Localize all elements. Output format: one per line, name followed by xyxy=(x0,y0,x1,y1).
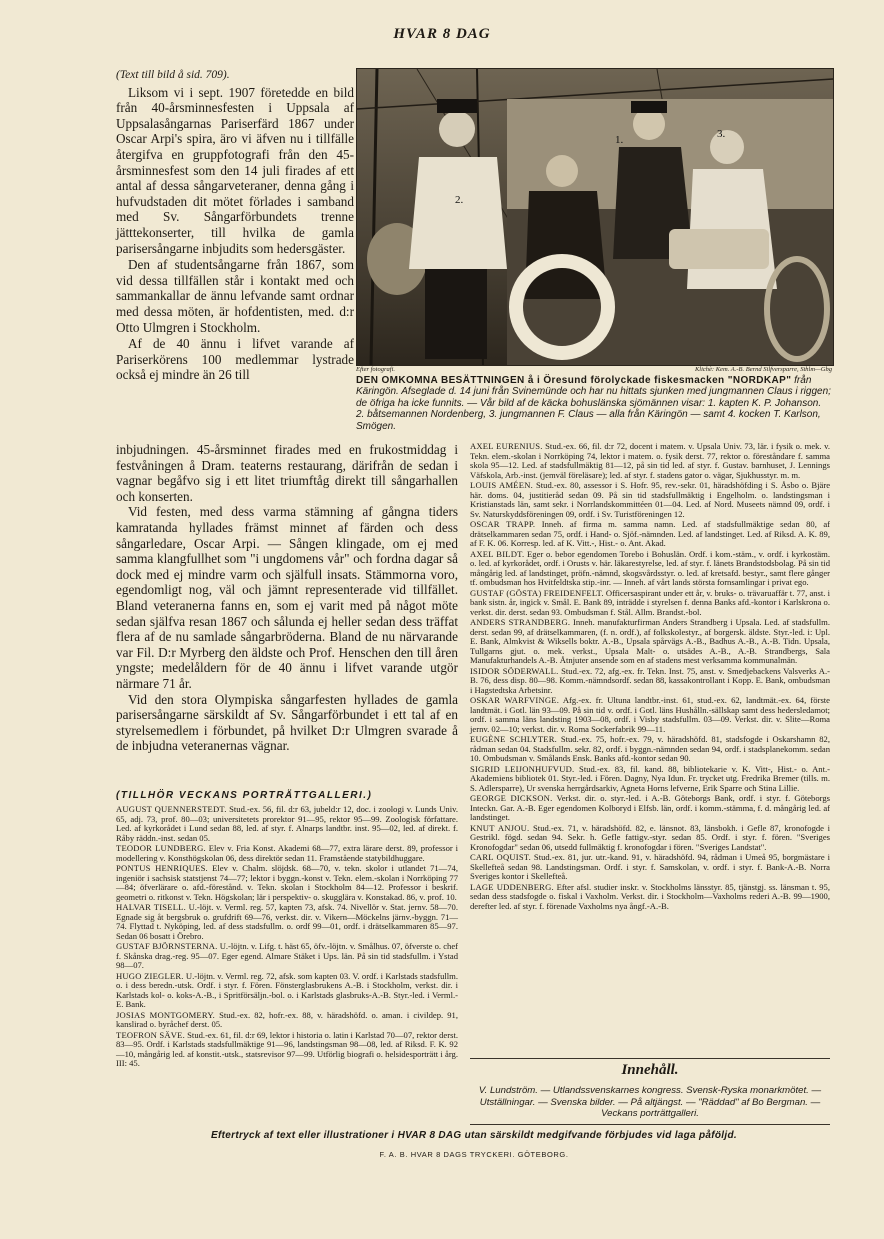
bio-text: Stud.-ex. 66, fil. d:r 72, docent i matem. v. Upsala Univ. 73, lär. i fysik o. mek. v. Tekn. elem.-skolan i Norrköping 74, lektor i matem. o. fysik derst. 77, rektor o. föreståndare f. samma skola 95—12. Led. af stadsfullmäktig 81—12, på sin tid led. af styr. f. Gustav. barnhuset, J. Lennings Väfskola, Arb.-inst. (jemväl föreläsare); led. af styr. f. stadens gator o. vägar, Sjukhusstyr. m. m. xyxy=(470,441,831,480)
bio-text: Stud.-ex. 75, hofr.-ex. 79, v. häradshöfd. 81, stadsfogde i Oskarshamn 82, rådman sedan 04. Stadsfullm. sekr. 82, ordf. i byggn.-nämnden sedan 94, ordf. i stadsplanekomm. sedan 10. Ombudsman v. Smålands Ensk. Banks afd.-kontor sedan 90. xyxy=(470,734,830,763)
bio-name: HUGO ZIEGLER. xyxy=(116,970,184,981)
article-left-column xyxy=(116,68,354,384)
photo-illustration xyxy=(357,69,833,365)
bio-name: JOSIAS MONTGOMERY. xyxy=(116,1009,215,1020)
photo-caption xyxy=(356,375,832,432)
bio-entry xyxy=(470,589,830,618)
bio-text: Efter afsl. studier inskr. v. Stockholms länsstyr. 85, tjänstgj. ss. länsman t. 95, sedan dess stadsfogde o. fiskal i Vaxholm. Verkst. dir. i Stockholm—Vaxholms rederi A.-B. 99—1900, derefter led. af styr. f. förenade Vaxholms nya ångf.-A.-B. xyxy=(470,881,831,911)
bio-name: SIGRID LEIJONHUFVUD. xyxy=(470,763,575,774)
divider xyxy=(470,1124,830,1125)
bio-text: U.-löjt. v. Verml. reg. 57, kapten 73, afsk. 74. Nivellör v. Stat. jernv. 58—70. Egnade sig åt bergsbruk o. grufdrift 69—76, verkst. dir. v. Vikern—Möckelns järnv.-byggn. 71—74. Flyttad t. Nyköping, led. af dess stadsfullm. o. ordf 99—01, ordf. i drätselkammaren 85—97. Sedan 06 bosatt i Örebro. xyxy=(116,902,459,941)
bio-text: Elev v. Chalm. slöjdsk. 68—70, v. tekn. skolor i utlandet 71—74, ingeniör i sachsisk statstjenst 74—77; lektor i byggn.-konst v. Tekn. elem.-skolan i Norrköping 77—84; öfverlärare o. afd.-förestånd. v. Tekn. skolan i Stockholm 84—12. Professor i beskrif. geometri o. ritkonst v. Tekn. Högskolan; lär i perspektiv- o. skugglära v. Konstakad. 86, v. prof. 10. xyxy=(116,863,459,902)
bio-entry xyxy=(116,1031,458,1069)
bio-text: Afg.-ex. fr. Ultuna landtbr.-inst. 61, stud.-ex. 62, landtmät.-ex. 64, förste landtmät. i Gotl. län 93—09. På sin tid v. ordf. i Gotl. läns Hushålln.-sällskap samt dess hedersledamot; ordf. i samma läns landsting 1903—08, ordf. i Visby stadsfullm. 03—09. Verkst. dir. v. Slite—Roma jernv. 02—10; verkst. dir. v. Roma Sockerfabrik 99—11. xyxy=(470,695,830,734)
bio-name: OSCAR TRAPP. xyxy=(470,519,536,529)
photo-label-2: 2. xyxy=(455,194,464,206)
bio-name: OSKAR WARFVINGE. xyxy=(470,695,560,705)
bio-name: ISIDOR SÖDERWALL. xyxy=(470,665,559,676)
article-paragraph: Liksom vi i sept. 1907 företedde en bild från 40-årsminnesfesten i Uppsala af Uppsalasångarnas Pariserfärd 1867 under Oscar Arpi's spira, äro vi äfven nu i tillfälle återgifva en gruppfotografi från den 45-årsminnesfest som den 14 juli firades af ett antal af dessa sångarveteraner, denna gång i hufvudstaden dit mötet förlades i samband med Sv. Sångarförbundets trenne jätttekonserter, till hvilka de gamla parisersångarne inbjudits som hedersgäster. xyxy=(116,84,354,256)
photo-credits xyxy=(356,366,832,373)
bio-entry xyxy=(116,972,458,1010)
bio-entry xyxy=(116,942,458,971)
contents-body: V. Lundström. — Utlandssvenskarnes kongress. Svensk-Ryska monarkmötet. — Utställningar. — Svenska bilder. — På altjängst. — "Räddad" af Bo Bergman. — Veckans porträttgalleri. xyxy=(478,1085,822,1119)
bio-entry xyxy=(470,883,830,912)
bio-name: PONTUS HENRIQUES. xyxy=(116,863,208,873)
bio-text: Stud.-ex. 82, hofr.-ex. 88, v. häradshöfd. o. aman. i civildep. 91, kanslirad o. byråchef derst. 05. xyxy=(116,1009,458,1029)
bio-name: TEODOR LUNDBERG. xyxy=(116,843,206,853)
bio-text: Stud.-ex. 61, fil. d:r 69, lektor i historia o. latin i Karlstad 70—07, rektor derst. 83—95. Ordf. i Karlstads stadsfullmäktige 91—96, landstingsman 98—08, led. af Riksd. F. K. 92—10, mångårig led. af konstit.-utsk., statsrevisor 97—99. Utförlig biografi o. helsidesporträtt i årg. III: 45. xyxy=(116,1029,458,1068)
bio-entry xyxy=(470,520,830,549)
bio-text: Stud.-ex. 80, assessor i S. Hofr. 95, rev.-sekr. 01, häradshöfding i S. Åsbo o. Bjäre här. doms. 04, justitieråd sedan 09. På sin tid stadsfullmäktig i Engelholm. o. landstingsman i Kristianstads län, samt sekr. i Norrlandskommittéen 01—04. Led. af Nord. Museets nämnd 09, ordf. i Sv. Naturskyddsföreningen 09, ordf. i Sv. Turistföreningen 12. xyxy=(470,480,831,519)
bio-text: Inneh. manufakturfirman Anders Strandberg i Upsala. Led. af stadsfullm. derst. sedan 99, af drätselkammaren, (f. n. ordf.), af folkskolestyr., af borgersk. äldste. Styr.-led. i: Upl. E. Bank, Almkvist & Wiksells boktr. A.-B., Upsala spårvägs A.-B., Badhus A.-B., A.-B. Tidn. Upsala, Tullgarns gjut. o. mek. verkst., Upsala Malt- o. utsädes A.-B., A.-B. Strandbergs, Sala Manufakturhandels A.-B. Åtnjuter ansende som en af stadens mest verksamma kommunalmän. xyxy=(470,617,830,665)
bio-entry xyxy=(470,765,830,794)
bio-text: Inneh. af firma m. samma namn. Led. af stadsfullmäktige sedan 80, af drätselkammaren sedan 75, ordf. i Hand- o. Sjöf.-nämnden. Led. af landstinget. Led. af Riksd. A. K. 89, af F. K. 06. Korresp. led. af K. Vitt.-, Hist.- o. Ant. Akad. xyxy=(470,519,830,548)
bio-entry xyxy=(470,794,830,823)
gallery-title: (TILLHÖR VECKANS PORTRÄTTGALLERI.) xyxy=(116,790,373,801)
bio-text: U.-löjtn. v. Verml. reg. 72, afsk. som kapten 03. V. ordf. i Karlstads stadsfullm. o. i dess beredn.-utsk. Ordf. i styr. f. Fören. Fönsterglasbrukens A.-B. i Stockholm, verkst. dir. i Karlstads kol- o. koks-A.-B., i Spritförsäljn.-bol. o. i Karlstads glasbruks-A.-B. Styr.-led. i Verml.-E. Bank. xyxy=(116,970,458,1009)
bio-text: Verkst. dir. o. styr.-led. i A.-B. Göteborgs Bank, ordf. i styr. f. Göteborgs Inteckn. Gar. A.-B. Eger egendomen Kolboryd i Elfsb. län, ordf. i komm.-stämma, f. d. mångårig led. af landstinget. xyxy=(470,793,831,822)
bio-name: CARL OQUIST. xyxy=(470,852,531,862)
bio-entry xyxy=(470,824,830,853)
contents-title: Innehåll. xyxy=(621,1062,679,1078)
bio-name: EUGÈNE SCHLYTER. xyxy=(470,734,558,744)
portrait-gallery-right xyxy=(470,442,830,912)
bio-entry xyxy=(470,696,830,734)
bio-name: AUGUST QUENNERSTEDT. xyxy=(116,804,227,814)
article-paragraph: Af de 40 ännu i lifvet varande af Pariserkörens 100 medlemmar lystrade också ej mindre än 26 till xyxy=(116,336,354,383)
article-paragraph: Vid den stora Olympiska sångarfesten hyllades de gamla parisersångarne särskildt af Sv. Sångarförbundet i ett tal af en styrelsemedlem i förbundet, på hvilket D:r Ulmgren svarade å de inbjudna veteranernas vägnar. xyxy=(116,691,458,754)
bio-name: AXEL BILDT. xyxy=(470,548,525,559)
photo-credit-left: Efter fotografi. xyxy=(356,366,395,373)
copyright-notice: Eftertryck af text eller illustrationer i HVAR 8 DAG utan särskildt medgifvande förbjudes vid laga påföljd. xyxy=(211,1130,737,1141)
bio-name: GEORGE DICKSON. xyxy=(470,793,553,803)
bio-entry xyxy=(470,853,830,882)
bio-entry xyxy=(470,550,830,588)
photo-label-3: 3. xyxy=(717,128,726,140)
bio-text: Stud.-ex. 83, fil. kand. 88, bibliotekarie v. K. Vitt-, Hist.- o. Ant.-Akademiens bibliotek 01. Styr.-led. i Fören. Dagny, Nya Idun. Fr. trycket utg. Fredrika Bremer (tills. m. S. Adlersparre), Ur svenska herrgårdsarkiv, Agneta Horns lefverne, Erik Sparre och Stina Lillie. xyxy=(470,763,830,793)
bio-name: GUSTAF BJÖRNSTERNA. xyxy=(116,941,218,951)
bio-name: TEOFRON SÄVE. xyxy=(116,1029,185,1040)
page-header: HVAR 8 DAG xyxy=(393,26,491,42)
bio-name: AXEL EURENIUS. xyxy=(470,441,543,451)
bio-name: HALVAR TISELL. xyxy=(116,902,186,912)
caption-title: DEN OMKOMNA BESÄTTNINGEN å i Öresund förolyckade fiskesmacken "NORDKAP" xyxy=(356,375,792,386)
bio-entry xyxy=(470,618,830,666)
bio-entry xyxy=(116,864,458,902)
crew-photograph xyxy=(356,68,834,366)
bio-entry xyxy=(470,481,830,519)
bio-entry xyxy=(116,1011,458,1030)
bio-entry xyxy=(116,844,458,863)
bio-name: LOUIS AMÉEN. xyxy=(470,480,533,490)
bio-text: Elev v. Fria Konst. Akademi 68—77, extra lärare derst. 89, professor i modellering v. Konsthögskolan 06, dess direktör sedan 11. Framstående statybildhuggare. xyxy=(116,843,458,863)
printer-line: F. A. B. HVAR 8 DAGS TRYCKERI. GÖTEBORG. xyxy=(379,1150,569,1159)
bio-entry xyxy=(470,735,830,764)
bio-text: U.-löjtn. v. Lifg. t. häst 65, öfv.-löjtn. v. Smålhus. 07, öfverste o. chef f. Skånska drag.-reg. 95—07. Eger egend. Almare Stäket i Ups. län. På sin tid stadsfullm. i Ystad 98—07. xyxy=(116,941,458,970)
bio-name: KNUT ANJOU. xyxy=(470,822,530,833)
divider xyxy=(470,1058,830,1059)
bio-entry xyxy=(470,667,830,696)
photo-label-1: 1. xyxy=(615,134,624,146)
bio-text: Stud.-ex. 72, afg.-ex. fr. Tekn. Inst. 75, anst. v. Smedjebackens Valsverks A.-B. 76, dess disp. 80—98. Komm.-nämndsordf. sedan 88, kassakontrollant i Kopp. E. Bank, ombudsman i Hagstedtska Arbetsinr. xyxy=(470,665,831,695)
article-paragraph: Vid festen, med dess varma stämning af gångna tiders kamratanda hyllades främst minnet af färden och dess sångarledare, Oscar Arpi. — Sången klingade, om ej med samma klangfullhet som "i ungdomens vår" och fordna dagar så dock med ej mindre varm och själfull insats. Stämmorna voro, egendomligt nog, väl och jämnt representerade vid tillfället. Bland veteranerna fanns en, som ej varit med på något möte sedan själfva resan 1867 och sålunda ej heller sedan dess träffat flera af de nu samlade sångarbröderna. Bland de nu närvarande var Fil. D:r Myrberg den äldste och Prof. Henschen den till åren yngste; medelåldern för de 40 ännu i lifvet varande utgör närmare 71 år. xyxy=(116,504,458,691)
bio-text: Stud.-ex. 81, jur. utr.-kand. 91, v. häradshöfd. 94, rådman i Umeå 95, borgmästare i Skellefteå sedan 98. Landstingsman. Ordf. i styr. f. Samskolan, v. ordf. i styr. f. Bank-A.-B. Norra Sveriges kontor i Skellefteå. xyxy=(470,852,830,881)
bio-text: Officersaspirant under ett år, v. bruks- o. trävaruaffär t. 77, anst. i bank sistn. år, ingick v. Smål. E. Bank 89, inträdde i styrelsen f. denna Banks afd.-kontor i Karlskrona o. verkst. dir. derst. sedan 93. Ombudsman f. Stål. Allm. Brandst.-bol. xyxy=(470,587,830,617)
bio-entry xyxy=(116,903,458,941)
bio-name: LAGE UDDENBERG. xyxy=(470,881,554,892)
bio-text: Eger o. bebor egendomen Torebo i Bohuslän. Ordf. i kom.-stäm., v. ordf. i kyrkostäm. o. led. af kyrkorådet, ordf. i Orusts v. här. läkarestyrelse, led. af styr. f. länets Brandstodsbolag. På sin tid mångårig led. af landstinget, pröfn.-nämnd, skogsvårdsstyr. o. led. af kretsafd. bestyr., samt flere gånger tf. ombudsman hos Hvitfeldtska stip.-inr. — Inneh. af vårt lands största fornsamlingar i privat ego. xyxy=(470,548,830,587)
contents-box xyxy=(470,1062,830,1120)
bio-entry xyxy=(116,805,458,843)
article-paragraph: inbjudningen. 45-årsminnet firades med en frukostmiddag i festvåningen å Dram. teaterns restaurang, därifrån de sedan i vagnar begåfvo sig i ett litet triumftåg direkt till sångarhallen och konserten. xyxy=(116,442,458,504)
caption-body: från Käringön. Afseglade d. 14 juni från Svinemünde och har nu hittats sjunken med jungmannen Claus i riggen; de öfriga ha icke funnits. — Vår bild af de käcka bohuslänska sjömännen visar: 1. kapten K. P. Johanson. 2. båtsemannen Nordenberg, 3. jungmannen F. Claus — alla från Käringön — samt 4. kocken T. Karlson, Smögen. xyxy=(356,375,831,432)
article-continuation xyxy=(116,442,458,754)
bio-text: Stud.-ex. 56, fil. d:r 63, jubeld:r 12, doc. i zoologi v. Lunds Univ. 65, adj. 73, prof. 80—03; universitetets prorektor 91—95, rektor 95—99. Zoologisk författare. Led. af kyrkorådet i Lund sedan 88, led. af styr. f. Alnarps landtbr. inst. 95—02, led. af direkt. f. Råby räddn.-inst. sedan 05. xyxy=(116,804,458,843)
bio-name: GUSTAF (GÖSTA) FREIDENFELT. xyxy=(470,587,604,598)
bio-entry xyxy=(470,442,830,480)
lead-note: (Text till bild å sid. 709). xyxy=(116,69,230,81)
bio-text: Stud.-ex. 71, v. häradshöfd. 82, e. länsnot. 83, länsbokh. i Gefle 87, kronofogde i Gestrikl. fögd. sedan 94. Sekr. h. Gefle fattigv.-styr. sedan 85. Ordf. i styr. f. fören. "Sveriges Kronofogdar" sedan 06, utsedd fullmäktig f. kronofogdar i fören. "Sveriges Landstat". xyxy=(470,822,830,852)
portrait-gallery-left xyxy=(116,790,458,1070)
article-paragraph: Den af studentsångarne från 1867, som vid dessa tillfällen står i kontakt med och sammankallar de ännu lefvande samt ordnar med dessa möten, är hofdentisten, med. d:r Otto Ulmgren i Stockholm. xyxy=(116,257,354,335)
bio-name: ANDERS STRANDBERG. xyxy=(470,617,571,627)
photo-credit-right: Klichè: Kem. A.-B. Bernd Silfversparre, Sthlm—Gbg xyxy=(694,366,832,373)
